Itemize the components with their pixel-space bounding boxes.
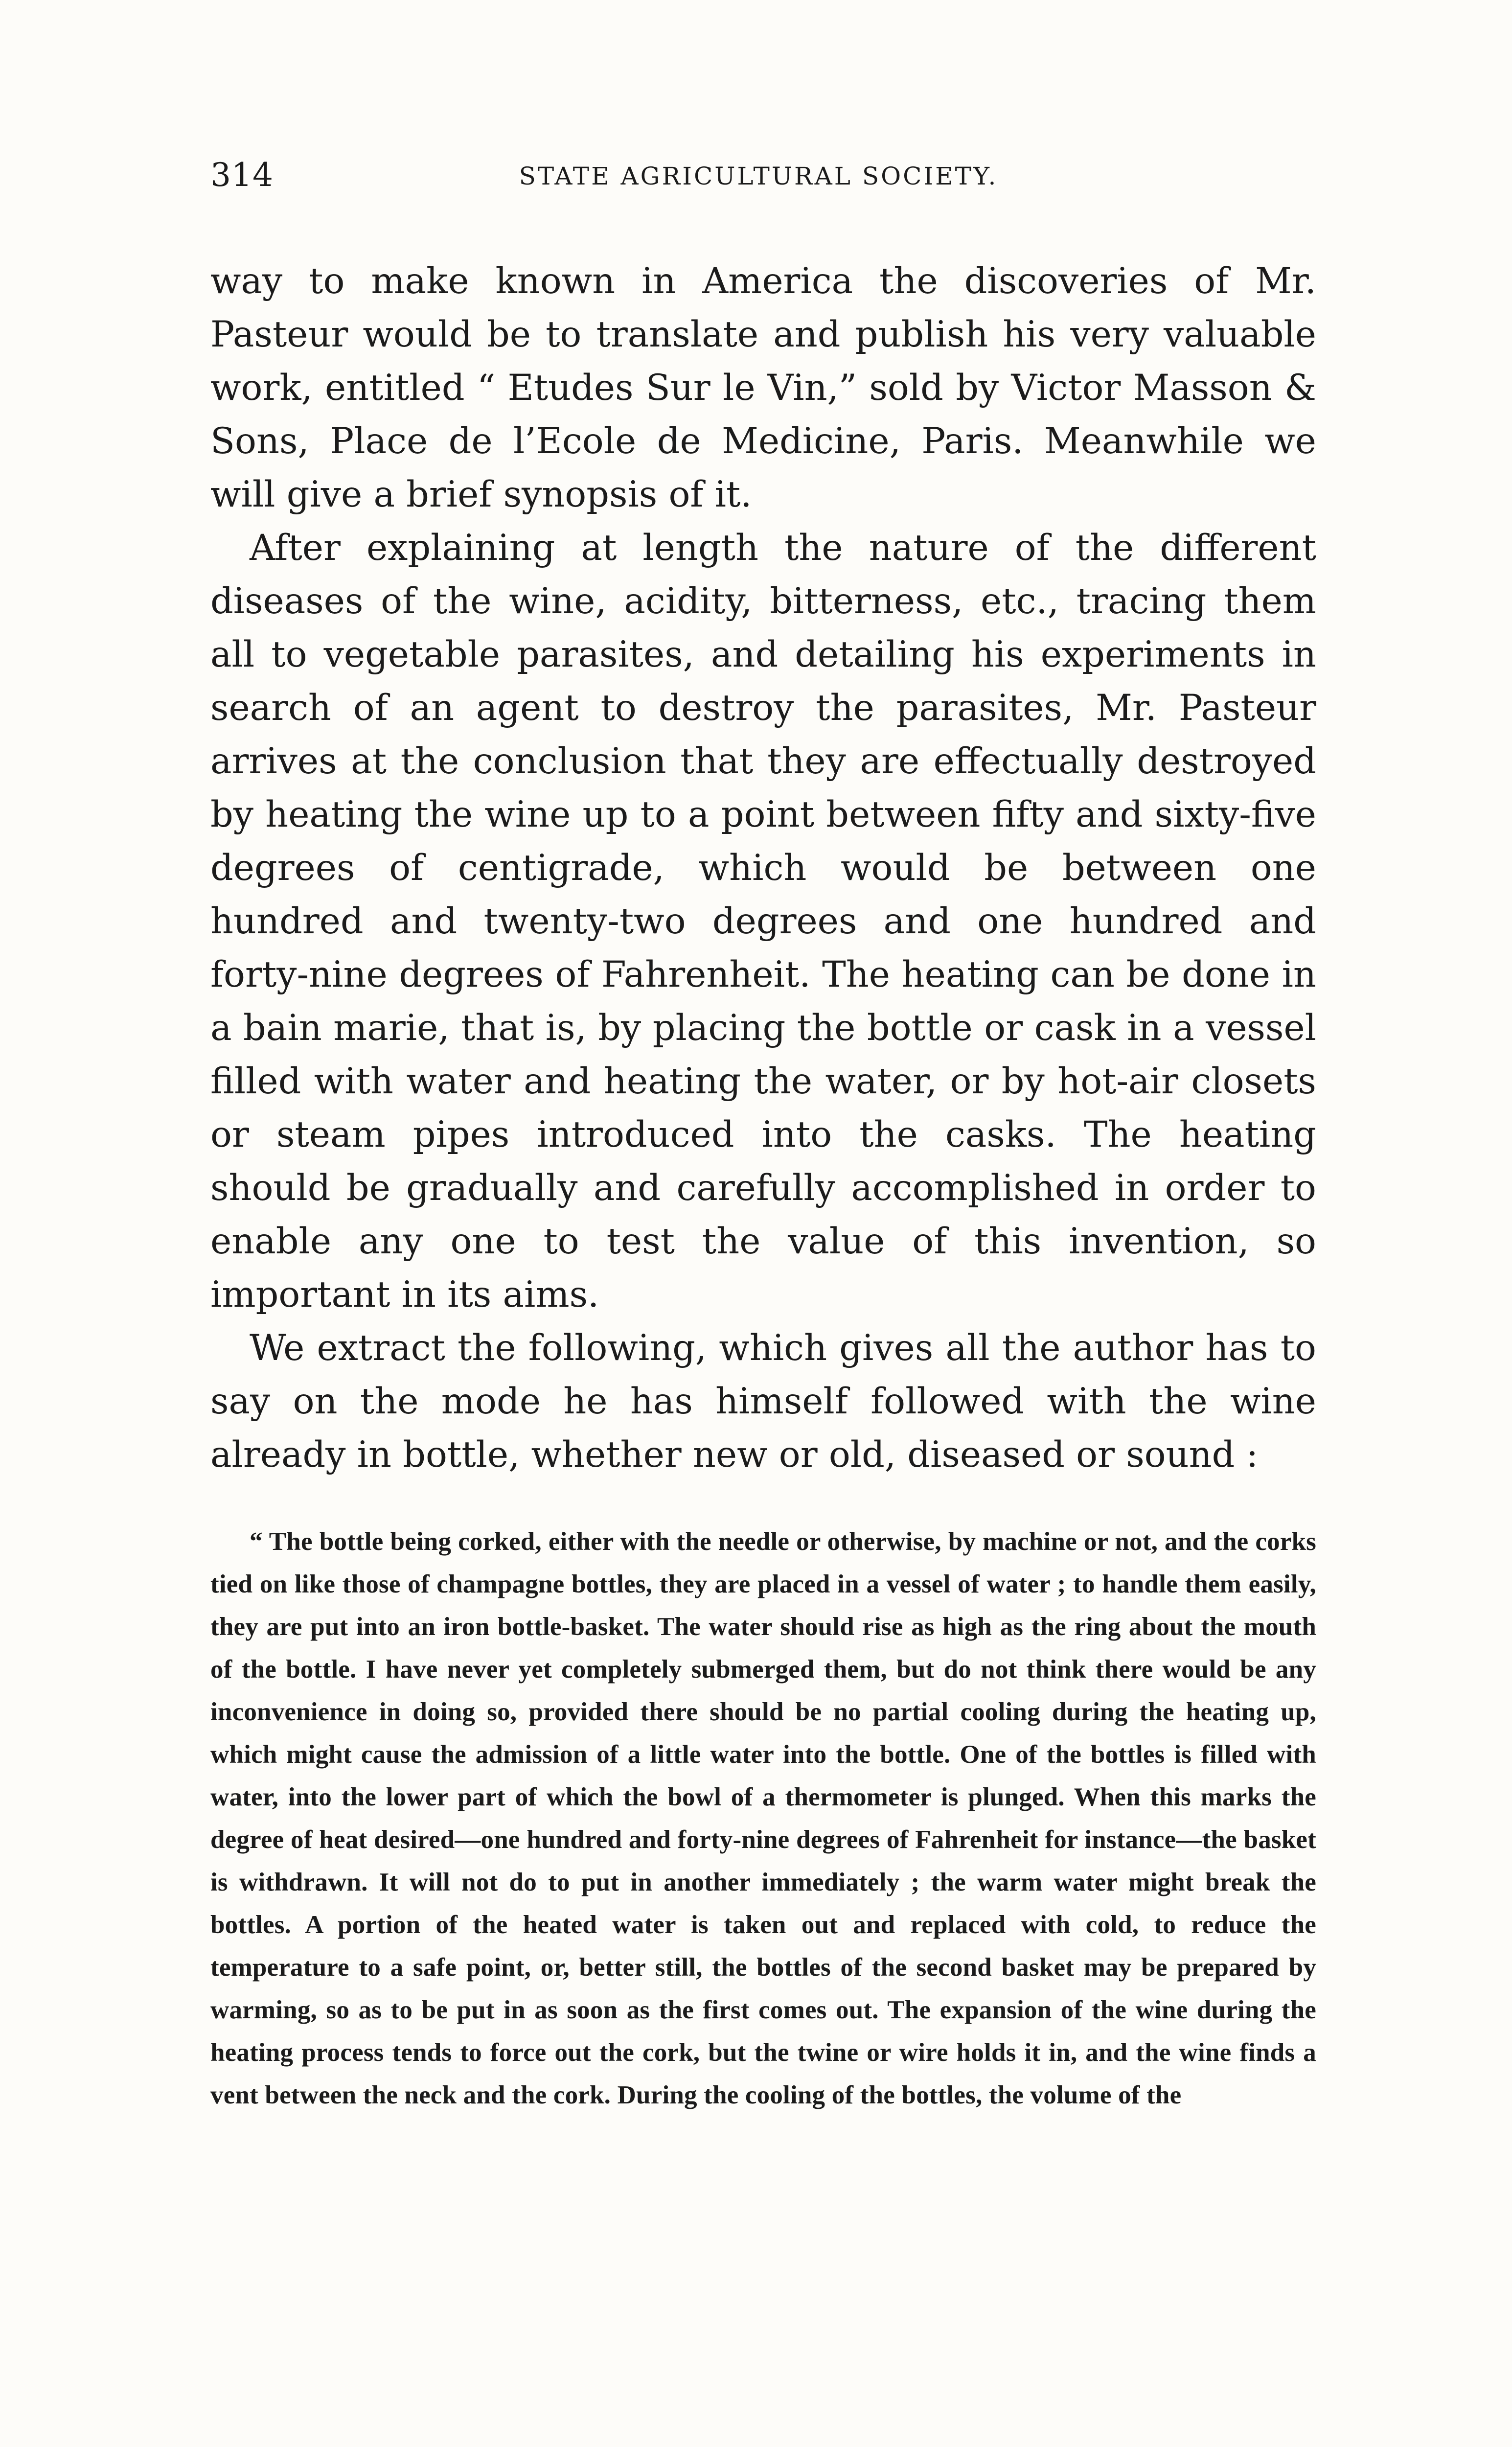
paragraph-synopsis: After explaining at length the nature of the different diseases of the wine, acidity, bitterness, etc., tracing them all to vegetable parasites, and detailing his experiments in search of an agent to destroy the parasites, Mr. Pasteur arrives at the conclusion that they are effectually destroyed by heating the wine up to a point between fifty and sixty-five degrees of centigrade, which would be between one hundred and twenty-two degrees and one hundred and forty-nine degrees of Fahrenheit. The heating can be done in a bain marie, that is, by placing the bottle or cask in a vessel filled with water and heating the water, or by hot-air closets or steam pipes introduced into the casks. The heating should be gradually and carefully accomplished in order to enable any one to test the value of this invention, so important in its aims.: [210, 527, 1316, 1316]
page-body: [210, 254, 1316, 2117]
paragraph-extract-intro: We extract the following, which gives all the author has to say on the mode he has himself followed with the wine already in bottle, whether new or old, diseased or sound :: [210, 1327, 1316, 1476]
quoted-extract: “ The bottle being corked, either with the needle or otherwise, by machine or not, and the corks tied on like those of champagne bottles, they are placed in a vessel of water ; to handle them easily, they are put into an iron bottle-basket. The water should rise as high as the ring about the mouth of the bottle. I have never yet completely submerged them, but do not think there would be any inconvenience in doing so, provided there should be no partial cooling during the heating up, which might cause the admission of a little water into the bottle. One of the bottles is filled with water, into the lower part of which the bowl of a thermometer is plunged. When this marks the degree of heat desired—one hundred and forty-nine degrees of Fahrenheit for instance—the basket is withdrawn. It will not do to put in another immediately ; the warm water might break the bottles. A portion of the heated water is taken out and replaced with cold, to reduce the temperature to a safe point, or, better still, the bottles of the second basket may be prepared by warming, so as to be put in as soon as the first comes out. The expansion of the wine during the heating process tends to force out the cork, but the twine or wire holds it in, and the wine finds a vent between the neck and the cork. During the cooling of the bottles, the volume of the: [210, 1527, 1316, 2109]
page-number: 314: [210, 156, 274, 194]
running-head: STATE AGRICULTURAL SOCIETY.: [519, 162, 998, 190]
paragraph-continuation: way to make known in America the discoveries of Mr. Pasteur would be to translate and publish his very valuable work, entitled “ Etudes Sur le Vin,” sold by Victor Masson & Sons, Place de l’Ecole de Medicine, Paris. Meanwhile we will give a brief synopsis of it.: [210, 260, 1316, 515]
page-header: [210, 156, 1306, 208]
